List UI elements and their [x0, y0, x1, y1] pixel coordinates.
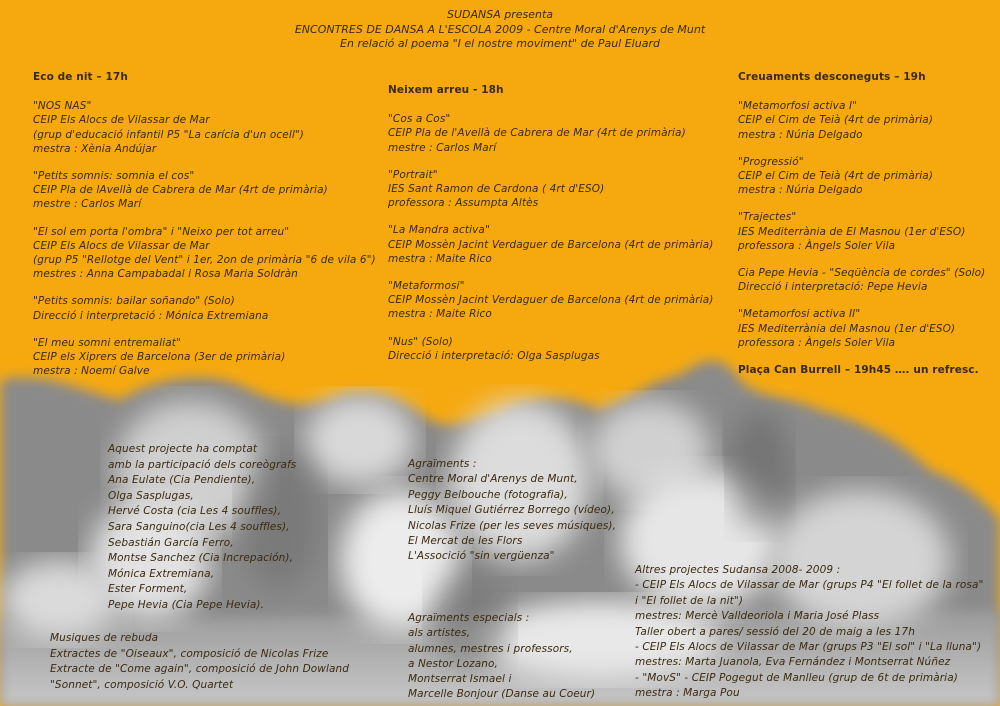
credit-line: Montse Sanchez (Cia Increpación),: [108, 552, 294, 565]
item-line: CEIP Mossèn Jacint Verdaguer de Barcelona (4rt de primària): [388, 238, 714, 251]
program-item: [738, 99, 985, 142]
music-line: Musiques de rebuda: [50, 632, 159, 644]
credit-line: Sara Sanguino(cia Les 4 souffles),: [108, 520, 290, 533]
project-line: - CEIP Els Alocs de Vilassar de Mar (grups P3 "El sol" i "La lluna"): [635, 641, 982, 654]
thanks-line: El Mercat de les Flors: [408, 535, 523, 548]
item-line: (grup P5 "Rellotge del Vent" i 1er, 2on de primària "6 de vila 6"): [33, 254, 376, 267]
item-line: "Metaformosi": [388, 280, 465, 293]
special-thanks-line: alumnes, mestres i professors,: [408, 642, 573, 655]
credit-line: amb la participació dels coreògrafs: [108, 458, 297, 471]
item-line: "Cos a Cos": [388, 113, 451, 126]
music-line: Extracte de "Come again", composició de John Dowland: [50, 663, 350, 675]
item-line: CEIP els Xiprers de Barcelona (3er de primària): [33, 351, 286, 364]
item-line: "NOS NAS": [33, 100, 92, 113]
item-line: CEIP Pla de l'Avellà de Cabrera de Mar (4rt de primària): [388, 127, 686, 140]
item-line: "La Mandra activa": [388, 224, 490, 237]
header: [0, 8, 1000, 52]
thanks-credits: [408, 457, 616, 565]
thanks-line: Lluís Miquel Gutiérrez Borrego (vídeo),: [408, 504, 615, 517]
item-line: IES Mediterrània de El Masnou (1er d'ESO): [738, 225, 966, 238]
item-line: CEIP Els Alocs de Vilassar de Mar: [33, 114, 210, 127]
project-line: i "El follet de la nit"): [635, 594, 744, 607]
item-line: "Nus" (Solo): [388, 335, 453, 348]
item-line: "Metamorfosi activa I": [738, 100, 858, 113]
closing-note: Plaça Can Burrell – 19h45 …. un refresc.: [738, 364, 979, 377]
project-line: mestres: Marta Juanola, Eva Fernández i Montserrat Núñez: [635, 656, 951, 669]
item-line: mestra : Noemí Galve: [33, 365, 150, 378]
item-line: IES Sant Ramon de Cardona ( 4rt d'ESO): [388, 183, 605, 196]
item-line: professora : Assumpta Altès: [388, 197, 539, 210]
program-item: [738, 307, 985, 350]
item-line: Direcció i interpretació: Olga Sasplugas: [388, 349, 600, 362]
special-thanks-line: als artistes,: [408, 627, 471, 640]
program-item: [33, 99, 376, 156]
thanks-line: Peggy Belbouche (fotografia),: [408, 488, 568, 501]
program-column-1: [33, 70, 376, 391]
item-line: IES Mediterrània del Masnou (1er d'ESO): [738, 322, 956, 335]
item-line: mestra : Maite Rico: [388, 252, 492, 265]
item-line: "Portrait": [388, 168, 438, 181]
item-line: Direcció i interpretació : Mónica Extremiana: [33, 309, 269, 322]
project-line: mestres: Mercè Valldeoriola i Maria José Plass: [635, 610, 880, 623]
item-line: professora : Àngels Soler Vila: [738, 239, 896, 252]
item-line: mestra : Maite Rico: [388, 308, 492, 321]
item-line: mestra : Núria Delgado: [738, 184, 863, 197]
item-line: "Petits somnis: bailar soñando" (Solo): [33, 295, 235, 308]
credit-line: Olga Sasplugas,: [108, 489, 194, 502]
credit-line: Mónica Extremiana,: [108, 567, 215, 580]
item-line: "El sol em porta l'ombra" i "Neixo per tot arreu": [33, 225, 290, 238]
item-line: mestre : Carlos Marí: [388, 141, 497, 154]
column-title: Eco de nit – 17h: [33, 71, 128, 83]
item-line: Direcció i interpretació: Pepe Hevia: [738, 281, 928, 294]
special-thanks-line: Montserrat Ismael i: [408, 673, 512, 686]
program-item: [33, 294, 376, 322]
credit-line: Aquest projecte ha comptat: [108, 443, 258, 455]
choreographers-credits: [108, 442, 296, 614]
item-line: CEIP Pla de lAvellà de Cabrera de Mar (4rt de primària): [33, 184, 328, 197]
project-line: Taller obert a pares/ sessió del 20 de maig a les 17h: [635, 625, 915, 638]
item-line: professora : Àngels Soler Vila: [738, 336, 896, 349]
item-line: mestre : Carlos Marí: [33, 198, 142, 211]
project-line: - "MovS" - CEIP Pogegut de Manlleu (grup de 6t de primària): [635, 671, 958, 684]
program-item: [738, 266, 985, 294]
program-item: [388, 335, 713, 363]
program-item: [33, 225, 376, 282]
music-line: "Sonnet", composició V.O. Quartet: [50, 678, 234, 691]
item-line: "Metamorfosi activa II": [738, 308, 861, 321]
program-column-3: [738, 70, 985, 377]
music-line: Extractes de "Oiseaux", composició de Nicolas Frize: [50, 647, 329, 660]
special-thanks-credits: [408, 611, 595, 703]
music-credits: [50, 631, 349, 693]
item-line: "Trajectes": [738, 211, 797, 224]
special-thanks-line: Agraïments especials :: [408, 612, 530, 624]
item-line: "Progressió": [738, 155, 804, 168]
thanks-line: Centre Moral d'Arenys de Munt,: [408, 473, 578, 486]
column-title: Creuaments desconeguts – 19h: [738, 71, 926, 83]
item-line: CEIP el Cim de Teià (4rt de primària): [738, 170, 934, 183]
program-item: [388, 279, 713, 322]
presenter-line: SUDANSA presenta: [446, 8, 554, 21]
event-subtitle: En relació al poema "I el nostre moviment" de Paul Eluard: [340, 37, 660, 50]
project-line: Altres projectes Sudansa 2008- 2009 :: [635, 564, 841, 576]
credit-line: Pepe Hevia (Cia Pepe Hevia).: [108, 598, 265, 611]
program-item: [33, 169, 376, 212]
program-item: [738, 210, 985, 253]
thanks-line: Agraïments :: [408, 458, 477, 470]
credit-line: Hervé Costa (cia Les 4 souffles),: [108, 505, 282, 518]
special-thanks-line: a Nestor Lozano,: [408, 657, 498, 670]
other-projects: [635, 563, 983, 702]
thanks-line: Nicolas Frize (per les seves músiques),: [408, 519, 617, 532]
item-line: CEIP el Cim de Teià (4rt de primària): [738, 114, 934, 127]
special-thanks-line: Marcelle Bonjour (Danse au Coeur): [408, 688, 596, 701]
program-item: [388, 223, 713, 266]
item-line: Cia Pepe Hevia - "Seqüència de cordes" (Solo): [738, 267, 986, 280]
column-title: Neixem arreu - 18h: [388, 84, 504, 96]
program-item: [388, 168, 713, 211]
program-column-2: [388, 83, 713, 376]
item-line: "Petits somnis: somnia el cos": [33, 170, 195, 183]
credit-line: Ana Eulate (Cia Pendiente),: [108, 474, 256, 487]
item-line: (grup d'educació infantil P5 "La carícia d'un ocell"): [33, 128, 304, 141]
item-line: mestra : Xènia Andújar: [33, 142, 157, 155]
thanks-line: L'Associció "sin vergüenza": [408, 550, 555, 563]
project-line: - CEIP Els Alocs de Vilassar de Mar (grups P4 "El follet de la rosa": [635, 579, 984, 592]
project-line: mestra : Marga Pou: [635, 687, 740, 700]
item-line: mestra : Núria Delgado: [738, 128, 863, 141]
event-title: ENCONTRES DE DANSA A L'ESCOLA 2009 - Centre Moral d'Arenys de Munt: [294, 22, 706, 36]
program-item: [33, 336, 376, 379]
item-line: CEIP Mossèn Jacint Verdaguer de Barcelona (4rt de primària): [388, 294, 714, 307]
program-item: [388, 112, 713, 155]
item-line: CEIP Els Alocs de Vilassar de Mar: [33, 239, 210, 252]
credit-line: Sebastián García Ferro,: [108, 536, 234, 549]
credit-line: Ester Forment,: [108, 583, 188, 596]
item-line: mestres : Anna Campabadal i Rosa Maria Soldràn: [33, 268, 298, 281]
item-line: "El meu somni entremaliat": [33, 336, 181, 349]
program-item: [738, 155, 985, 198]
